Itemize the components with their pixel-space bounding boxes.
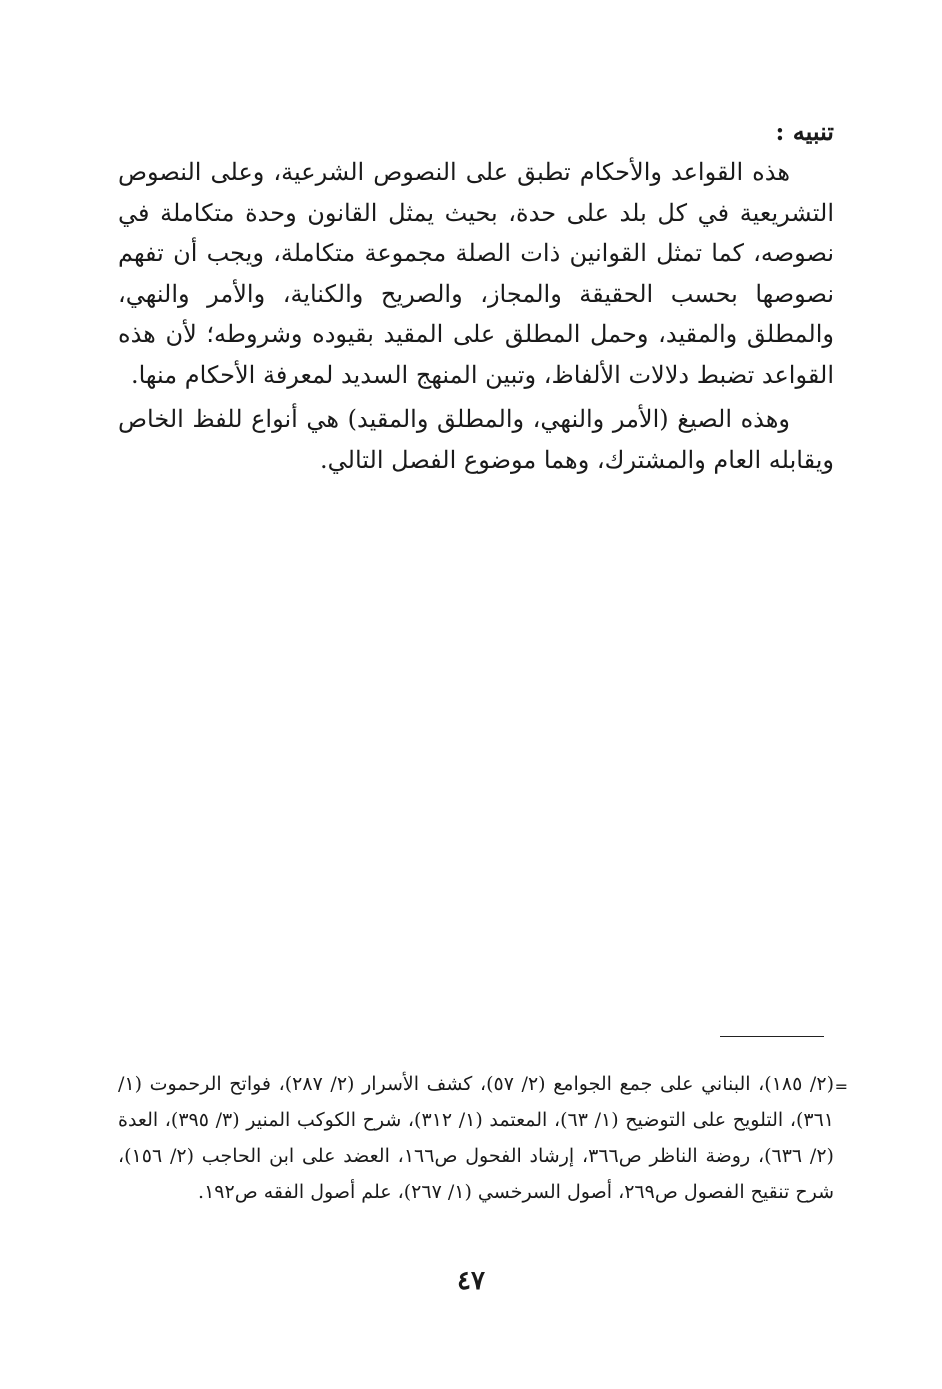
footnote-text: (٢/ ١٨٥)، البناني على جمع الجوامع (٢/ ٥٧)، كشف الأسرار (٢/ ٢٨٧)، فواتح الرحموت (١/ ٣٦١)، التلويح على التوضيح (١/ ٦٣)، المعتمد (١/ ٣١٢)، شرح الكوكب المنير (٣/ ٣٩٥)، العدة (٢/ ٦٣٦)، روضة الناظر ص٣٦٦، إرشاد الفحول ص١٦٦، العضد على ابن الحاجب (٢/ ١٥٦)، شرح تنقيح الفصول ص٢٦٩، أصول السرخسي (١/ ٢٦٧)، علم أصول الفقه ص١٩٢. — [118, 1073, 834, 1203]
footnote-block — [118, 1066, 834, 1210]
footnote-divider — [720, 1036, 824, 1037]
main-text — [118, 112, 834, 480]
footnote-continuation-marker: = — [834, 1077, 848, 1096]
page-number: ٤٧ — [457, 1266, 485, 1296]
body-paragraph-2: وهذه الصيغ (الأمر والنهي، والمطلق والمقيد) هي أنواع للفظ الخاص ويقابله العام والمشترك، وهما موضوع الفصل التالي. — [118, 405, 834, 474]
body-paragraph-1: هذه القواعد والأحكام تطبق على النصوص الشرعية، وعلى النصوص التشريعية في كل بلد على حدة، بحيث يمثل القانون وحدة متكاملة في نصوصه، كما تمثل القوانين ذات الصلة مجموعة متكاملة، ويجب أن تفهم نصوصها بحسب الحقيقة والمجاز، والصريح والكناية، والأمر والنهي، والمطلق والمقيد، وحمل المطلق على المقيد بقيوده وشروطه؛ لأن هذه القواعد تضبط دلالات الألفاظ، وتبين المنهج السديد لمعرفة الأحكام منها. — [118, 158, 834, 389]
notice-heading: تنبيه : — [775, 117, 834, 146]
